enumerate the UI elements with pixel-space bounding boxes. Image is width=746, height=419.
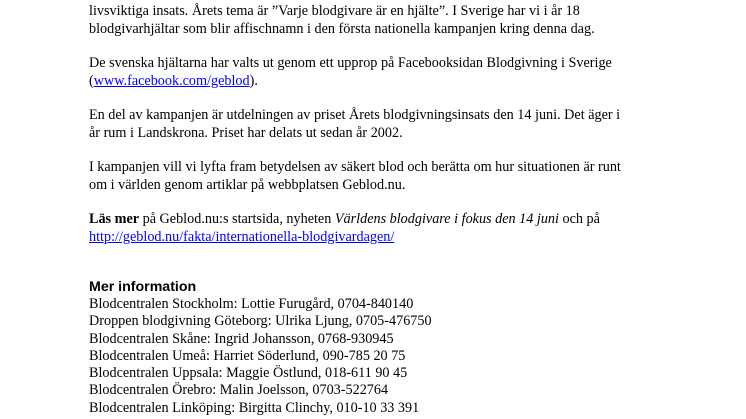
contact-list [89, 296, 432, 417]
paragraph-line: De svenska hjältarna har valts ut genom ett upprop på Facebooksidan Blodgivning i Sverige [89, 55, 612, 71]
read-more-text: på Geblod.nu:s startsida, nyheten [139, 211, 335, 227]
geblod-link[interactable]: http://geblod.nu/fakta/internationella-blodgivardagen/ [89, 228, 395, 245]
facebook-link[interactable]: www.facebook.com/geblod [93, 72, 250, 89]
paragraph-facebook [89, 55, 729, 90]
paragraph-line: år rum i Landskrona. Priset har delats ut sedan år 2002. [89, 124, 403, 141]
contact-item: Blodcentralen Uppsala: Maggie Östlund, 018-611 90 45 [89, 365, 408, 382]
paragraph-line: livsviktiga insats. Årets tema är ”Varje blodgivare är en hjälte”. I Sverige har vi i år 18 [89, 3, 580, 19]
paragraph-line: blodgivarhjältar som blir affischnamn i den första nationella kampanjen kring denna dag. [89, 20, 595, 37]
contact-item: Blodcentralen Stockholm: Lottie Furugård, 0704-840140 [89, 296, 414, 312]
read-more-label: Läs mer [89, 211, 140, 227]
contact-item: Blodcentralen Örebro: Malin Joelsson, 0703-522764 [89, 382, 389, 399]
contact-item: Blodcentralen Umeå: Harriet Söderlund, 090-785 20 75 [89, 347, 406, 364]
paragraph-line: I kampanjen vill vi lyfta fram betydelsen av säkert blod och berätta om hur situationen är runt [89, 159, 621, 175]
paragraph-line [89, 73, 729, 91]
close-paren: ). [249, 72, 258, 89]
contact-item: Blodcentralen Linköping: Birgitta Clinchy, 010-10 33 391 [89, 399, 420, 416]
paragraph-campaign [89, 159, 729, 194]
paragraph-line [89, 229, 729, 247]
contact-item: Blodcentralen Skåne: Ingrid Johansson, 0768-930945 [89, 330, 394, 347]
read-more-text-end: och på [558, 211, 600, 227]
paragraph-award [89, 107, 729, 142]
paragraph-line: om i världen genom artiklar på webbplatsen Geblod.nu. [89, 176, 406, 193]
paragraph-line [89, 211, 729, 229]
paragraph-read-more [89, 211, 729, 246]
paragraph-theme [89, 3, 729, 38]
news-title: Världens blodgivare i fokus den 14 juni [334, 211, 559, 227]
paragraph-line: En del av kampanjen är utdelningen av priset Årets blodgivningsinsats den 14 juni. Det äger i [89, 107, 621, 123]
open-paren: ( [89, 72, 94, 89]
more-info-heading: Mer information [89, 279, 197, 295]
contact-item: Droppen blodgivning Göteborg: Ulrika Ljung, 0705-476750 [89, 313, 432, 330]
